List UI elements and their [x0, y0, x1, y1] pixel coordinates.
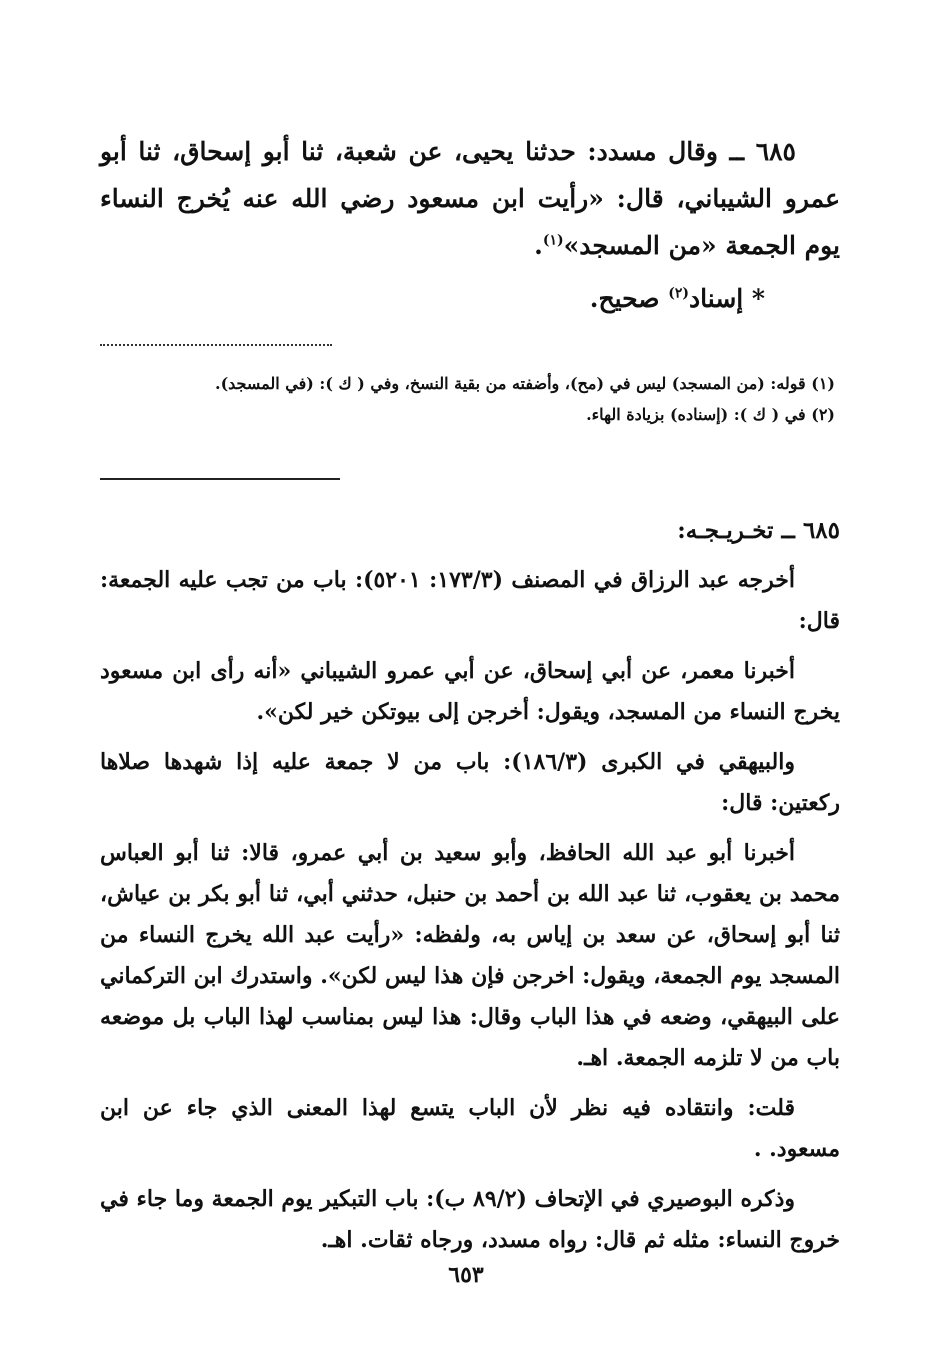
- footnote-1: (١) قوله: (من المسجد) ليس في (مح)، وأضفته من بقية النسخ، وفي ( ك ): (في المسجد).: [215, 374, 835, 393]
- footnote-separator: [100, 344, 332, 348]
- isnad-verdict: [100, 275, 840, 322]
- takhrij-paragraph: أخبرنا أبو عبد الله الحافظ، وأبو سعيد بن أبي عمرو، قالا: ثنا أبو العباس محمد بن يعقوب، ثنا عبد الله بن أحمد بن حنبل، حدثني أبي، ثنا أبو بكر بن عياش، ثنا أبو إسحاق، عن سعد بن إياس به، ولفظه: «رأيت عبد الله يخرج النساء من المسجد يوم الجمعة، ويقول: اخرجن فإن هذا ليس لكن». واستدرك ابن التركماني على البيهقي، وضعه في هذا الباب وقال: هذا ليس بمناسب لهذا الباب بل موضعه باب من لا تلزمه الجمعة. اهـ.: [100, 840, 840, 1071]
- footnote-2: (٢) في ( ك ): (إسناده) بزيادة الهاء.: [586, 405, 835, 424]
- verdict-suffix: صحيح.: [589, 284, 669, 313]
- verdict-prefix: * إسناد: [689, 284, 765, 313]
- footnote-ref-1: (١): [542, 232, 564, 249]
- takhrij-paragraph: أخبرنا معمر، عن أبي إسحاق، عن أبي عمرو الشيباني «أنه رأى ابن مسعود يخرج النساء من المسجد، ويقول: أخرجن إلى بيوتكن خير لكن».: [100, 658, 840, 725]
- takhrij-heading: ٦٨٥ ــ تخـريـجـه:: [677, 517, 840, 544]
- takhrij-paragraph: وذكره البوصيري في الإتحاف (٨٩/٢ ب): باب التبكير يوم الجمعة وما جاء في خروج النساء: مثله ثم قال: رواه مسدد، ورجاه ثقات. اهـ.: [100, 1186, 840, 1253]
- takhrij-paragraph: والبيهقي في الكبرى (١٨٦/٣): باب من لا جمعة عليه إذا شهدها صلاها ركعتين: قال:: [100, 749, 840, 816]
- takhrij-paragraph: أخرجه عبد الرزاق في المصنف (١٧٣/٣: ٥٢٠١): باب من تجب عليه الجمعة: قال:: [100, 567, 840, 634]
- hadith-body: ٦٨٥ ــ وقال مسدد: حدثنا يحيى، عن شعبة، ثنا أبو إسحاق، ثنا أبو عمرو الشيباني، قال: «رأيت ابن مسعود رضي الله عنه يُخرج النساء يوم الجمعة «من المسجد»: [100, 137, 840, 260]
- page-body: [100, 128, 840, 1261]
- takhrij-section: [100, 510, 840, 1261]
- section-divider: [100, 478, 340, 480]
- footnote-ref-2: (٢): [668, 285, 690, 302]
- hadith-end: .: [534, 231, 543, 260]
- page-number: ٦٥٣: [448, 1262, 484, 1288]
- footnotes: [100, 368, 840, 430]
- takhrij-paragraph: قلت: وانتقاده فيه نظر لأن الباب يتسع لهذا المعنى الذي جاء عن ابن مسعود. .: [100, 1095, 840, 1162]
- hadith-paragraph: [100, 128, 840, 269]
- hadith-text: [100, 128, 840, 322]
